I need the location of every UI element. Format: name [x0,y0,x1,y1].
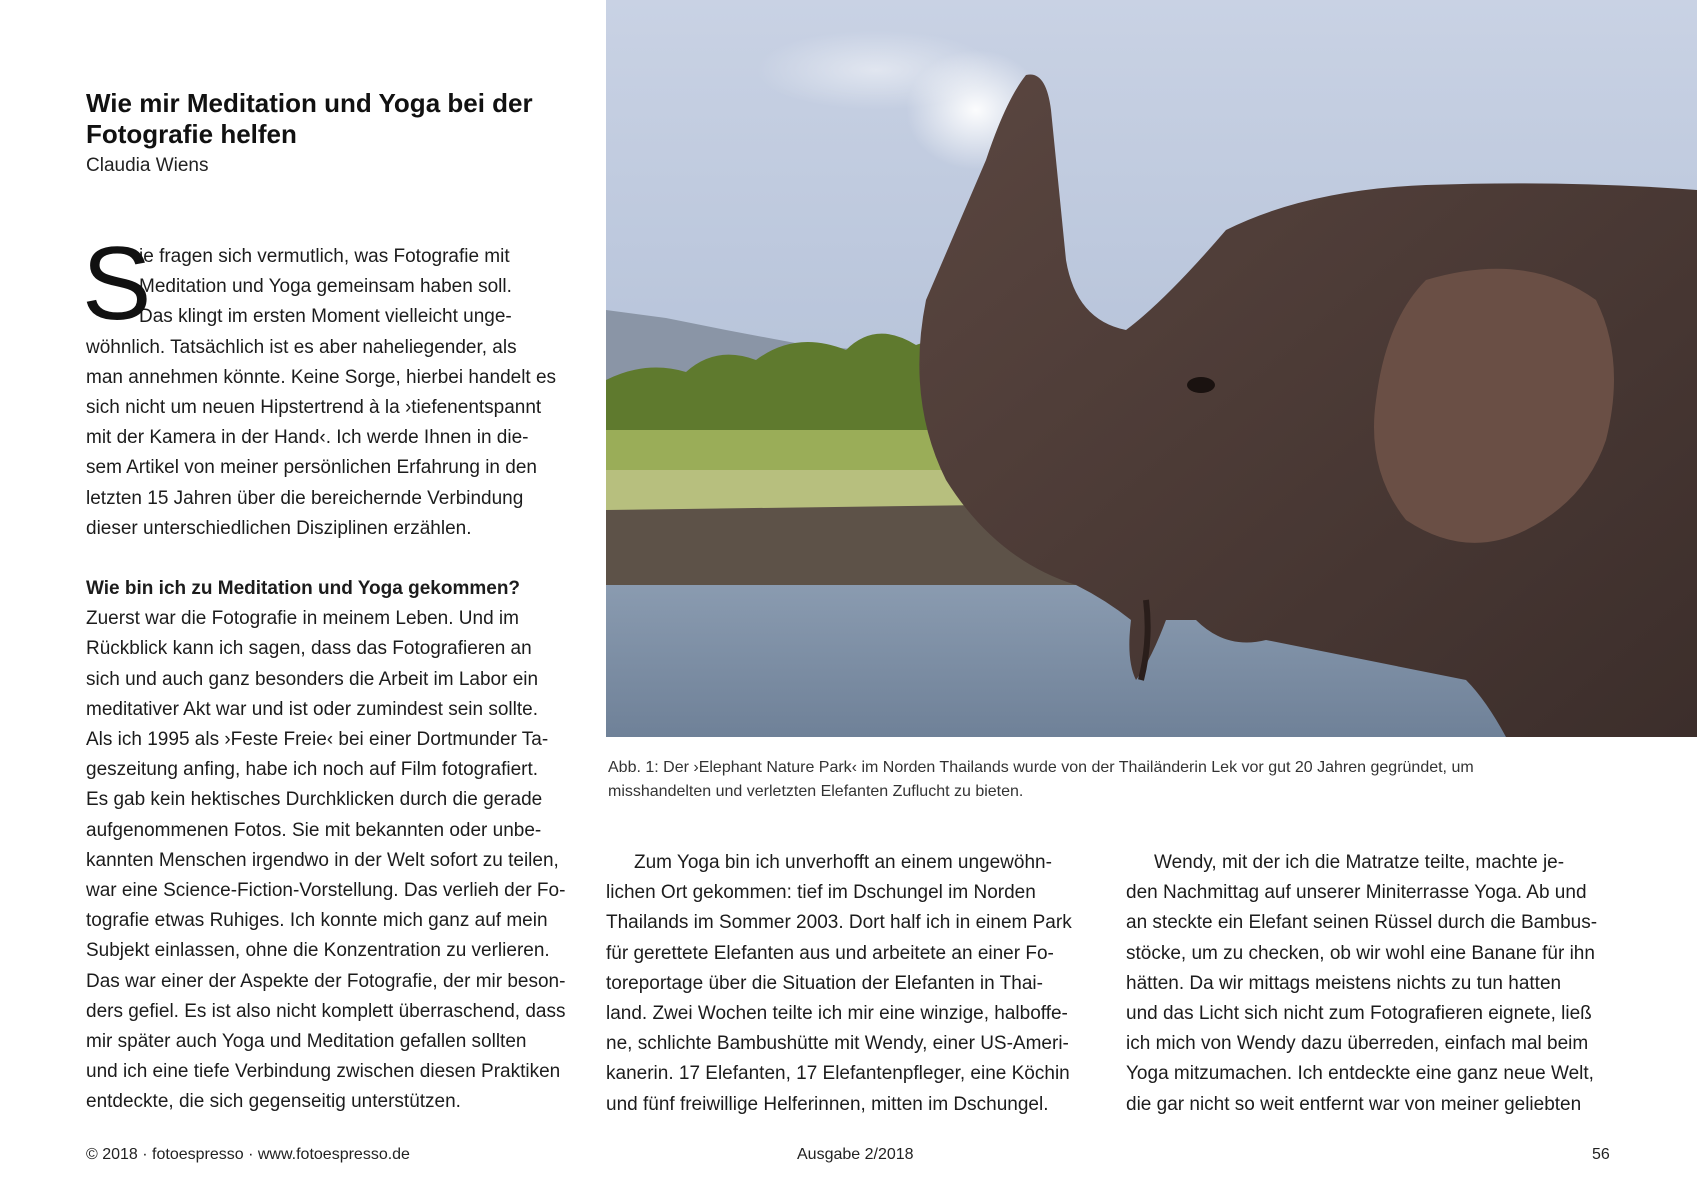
body-line: mit der Kamera in der Hand‹. Ich werde Ihnen in die- [86,427,529,449]
body-line: kanerin. 17 Elefanten, 17 Elefantenpfleger, eine Köchin [606,1063,1070,1085]
intro-line: Meditation und Yoga gemeinsam haben soll. [139,276,512,298]
article-title [86,88,586,150]
body-line: sem Artikel von meiner persönlichen Erfahrung in den [86,457,537,479]
body-line: tografie etwas Ruhiges. Ich konnte mich ganz auf mein [86,910,548,932]
footer-copyright: © 2018 · fotoespresso · www.fotoespresso.de [86,1146,410,1163]
body-line: letzten 15 Jahren über die bereichernde Verbindung [86,487,524,509]
body-line: entdeckte, die sich gegenseitig unterstützen. [86,1091,461,1113]
footer-issue: Ausgabe 2/2018 [797,1146,914,1163]
body-line: mir später auch Yoga und Meditation gefallen sollten [86,1031,527,1053]
body-line: stöcke, um zu checken, ob wir wohl eine Banane für ihn [1126,942,1595,964]
body-line: Zum Yoga bin ich unverhofft an einem ungewöhn- [634,852,1052,873]
column-2 [606,848,1086,1120]
body-line: Das war einer der Aspekte der Fotografie, der mir beson- [86,970,566,992]
body-line: war eine Science-Fiction-Vorstellung. Das verlieh der Fo- [86,880,566,902]
body-line: geszeitung anfing, habe ich noch auf Film fotografiert. [86,759,539,781]
body-line: und das Licht sich nicht zum Fotografieren eignete, ließ [1126,1003,1592,1025]
body-line: aufgenommenen Fotos. Sie mit bekannten oder unbe- [86,819,542,841]
body-line: und fünf freiwillige Helferinnen, mitten im Dschungel. [606,1093,1049,1115]
body-line: Subjekt einlassen, ohne die Konzentration zu verlieren. [86,940,550,962]
intro-line: Das klingt im ersten Moment vielleicht unge- [139,306,512,328]
body-line: dieser unterschiedlichen Disziplinen erzählen. [86,517,472,539]
body-line: meditativer Akt war und ist oder zumindest sein sollte. [86,698,538,720]
body-line: Wendy, mit der ich die Matratze teilte, machte je- [1154,852,1565,873]
article-author: Claudia Wiens [86,155,209,176]
body-line: ich mich von Wendy dazu überreden, einfach mal beim [1126,1033,1589,1055]
body-line: toreportage über die Situation der Elefanten in Thai- [606,972,1043,994]
body-line: an steckte ein Elefant seinen Rüssel durch die Bambus- [1126,912,1598,934]
body-line: Es gab kein hektisches Durchklicken durch die gerade [86,789,543,811]
body-line: Thailands im Sommer 2003. Dort half ich in einem Park [606,912,1072,934]
body-line: die gar nicht so weit entfernt war von meiner geliebten [1126,1093,1582,1115]
drop-cap: S [82,226,152,342]
body-line: lichen Ort gekommen: tief im Dschungel im Norden [606,882,1036,904]
page-number: 56 [1592,1146,1610,1163]
section-subheading: Wie bin ich zu Meditation und Yoga gekommen? [86,578,521,600]
elephant-photo [606,0,1697,737]
body-line: ne, schlichte Bambushütte mit Wendy, einer US-Ameri- [606,1033,1069,1055]
body-line: sich nicht um neuen Hipstertrend à la ›tiefenentspannt [86,397,542,419]
body-line: den Nachmittag auf unserer Miniterrasse Yoga. Ab und [1126,882,1587,904]
title-line-2: Fotografie helfen [86,119,297,149]
body-line: kannten Menschen irgendwo in der Welt sofort zu teilen, [86,849,559,871]
body-line: Zuerst war die Fotografie in meinem Leben. Und im [86,608,519,630]
elephant-photo-icon [606,0,1697,737]
body-line: und ich eine tiefe Verbindung zwischen diesen Praktiken [86,1061,561,1083]
caption-line-1: Abb. 1: Der ›Elephant Nature Park‹ im Norden Thailands wurde von der Thailänderin Lek vor gut 20 Jahren gegründet, um [608,759,1474,776]
caption-line-2: misshandelten und verletzten Elefanten Zuflucht zu bieten. [608,783,1024,800]
body-line: land. Zwei Wochen teilte ich mir eine winzige, halboffe- [606,1003,1068,1025]
body-line: ders gefiel. Es ist also nicht komplett überraschend, dass [86,1000,566,1022]
body-line: Als ich 1995 als ›Feste Freie‹ bei einer Dortmunder Ta- [86,729,549,751]
figure-caption [608,756,1678,804]
title-line-1: Wie mir Meditation und Yoga bei der [86,88,533,118]
body-line: sich und auch ganz besonders die Arbeit im Labor ein [86,668,539,690]
body-line: hätten. Da wir mittags meistens nichts zu tun hatten [1126,972,1562,994]
body-line: wöhnlich. Tatsächlich ist es aber naheliegender, als [86,336,517,358]
body-line: Yoga mitzumachen. Ich entdeckte eine ganz neue Welt, [1126,1063,1594,1085]
intro-line: ie fragen sich vermutlich, was Fotografie mit [139,246,510,267]
body-line: Rückblick kann ich sagen, dass das Fotografieren an [86,638,532,660]
column-1 [82,226,586,1118]
column-3 [1126,848,1626,1120]
body-line: für gerettete Elefanten aus und arbeitete an einer Fo- [606,942,1054,964]
body-line: man annehmen könnte. Keine Sorge, hierbei handelt es [86,366,557,388]
